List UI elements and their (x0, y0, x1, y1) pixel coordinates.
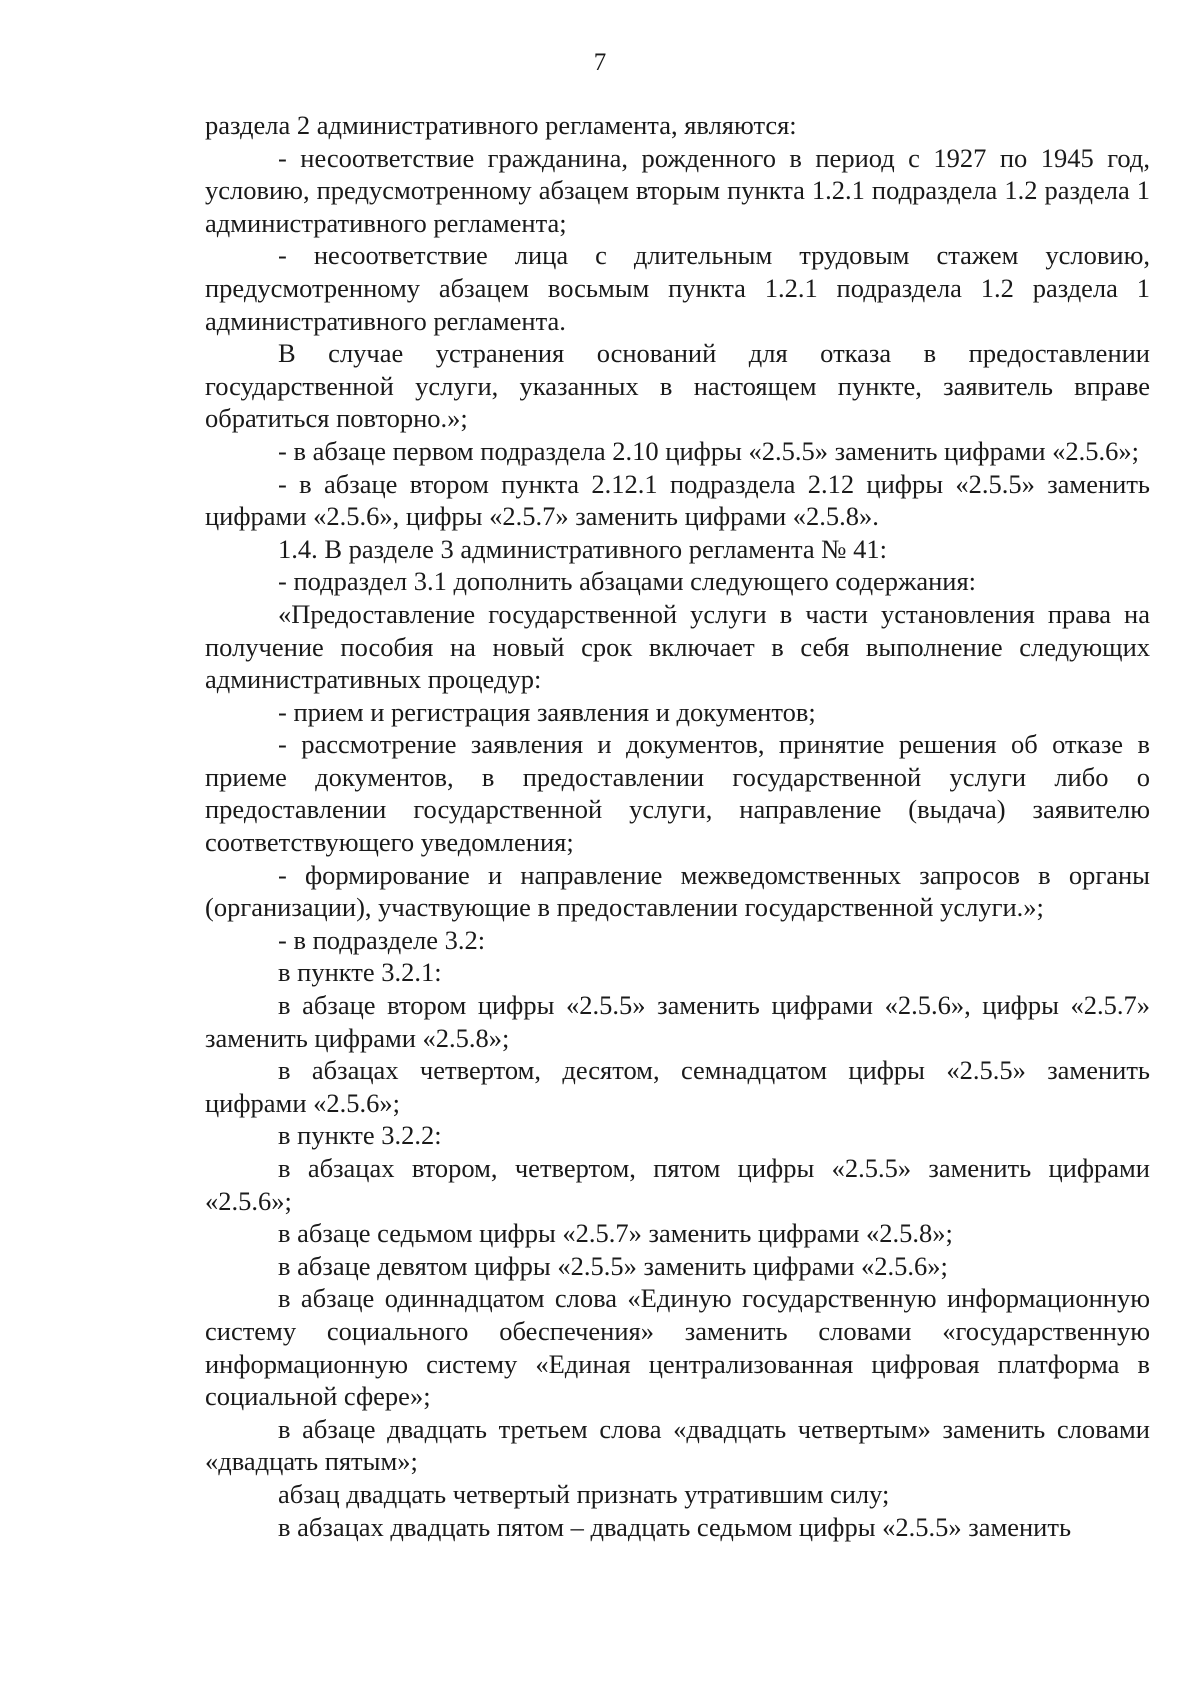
paragraph: - в подразделе 3.2: (278, 924, 486, 955)
paragraph: в абзацах четвертом, десятом, семнадцатом цифры «2.5.5» заменить цифрами «2.5.6»; (205, 1055, 1150, 1118)
paragraph: в абзаце одиннадцатом слова «Единую государственную информационную систему социального обеспечения» заменить словами «государственную информационную систему «Единая централизованная цифровая платформа в социальной сфере»; (205, 1283, 1150, 1412)
paragraph: в пункте 3.2.1: (278, 957, 442, 988)
paragraph: в пункте 3.2.2: (278, 1120, 442, 1151)
paragraph: в абзаце втором цифры «2.5.5» заменить цифрами «2.5.6», цифры «2.5.7» заменить цифрами «2.5.8»; (205, 990, 1150, 1053)
paragraph: в абзаце двадцать третьем слова «двадцать четвертым» заменить словами «двадцать пятым»; (205, 1413, 1150, 1477)
paragraph: - подраздел 3.1 дополнить абзацами следующего содержания: (278, 566, 977, 597)
page-number: 7 (593, 49, 607, 76)
paragraph: 1.4. В разделе 3 административного регламента № 41: (278, 533, 888, 564)
document-body (205, 109, 1150, 1543)
paragraph: раздела 2 административного регламента, являются: (205, 110, 797, 140)
paragraph: в абзацах двадцать пятом – двадцать седьмом цифры «2.5.5» заменить (278, 1511, 1072, 1542)
paragraph: - в абзаце втором пункта 2.12.1 подраздела 2.12 цифры «2.5.5» заменить цифрами «2.5.6», цифры «2.5.7» заменить цифрами «2.5.8». (205, 468, 1150, 532)
paragraph: в абзаце девятом цифры «2.5.5» заменить цифрами «2.5.6»; (278, 1250, 948, 1281)
paragraph: - рассмотрение заявления и документов, принятие решения об отказе в приеме документов, в предоставлении государственной услуги либо о предоставлении государственной услуги, направление (выдача) заявителю соответствующего уведомления; (205, 729, 1150, 858)
paragraph: - несоответствие лица с длительным трудовым стажем условию, предусмотренному абзацем восьмым пункта 1.2.1 подраздела 1.2 раздела 1 административного регламента. (205, 240, 1150, 336)
paragraph: в абзацах втором, четвертом, пятом цифры «2.5.5» заменить цифрами «2.5.6»; (205, 1153, 1150, 1216)
paragraph: - прием и регистрация заявления и документов; (278, 696, 816, 727)
paragraph: «Предоставление государственной услуги в части установления права на получение пособия на новый срок включает в себя выполнение следующих административных процедур: (205, 598, 1150, 695)
paragraph: - в абзаце первом подраздела 2.10 цифры «2.5.5» заменить цифрами «2.5.6»; (278, 435, 1140, 466)
paragraph: - формирование и направление межведомственных запросов в органы (организации), участвующие в предоставлении государственной услуги.»; (205, 859, 1150, 923)
paragraph: абзац двадцать четвертый признать утратившим силу; (278, 1478, 890, 1509)
paragraph: В случае устранения оснований для отказа в предоставлении государственной услуги, указанных в настоящем пункте, заявитель вправе обратиться повторно.»; (205, 338, 1150, 434)
paragraph: в абзаце седьмом цифры «2.5.7» заменить цифрами «2.5.8»; (278, 1218, 953, 1249)
paragraph: - несоответствие гражданина, рожденного в период с 1927 по 1945 год, условию, предусмотренному абзацем вторым пункта 1.2.1 подраздела 1.2 раздела 1 административного регламента; (205, 142, 1150, 238)
